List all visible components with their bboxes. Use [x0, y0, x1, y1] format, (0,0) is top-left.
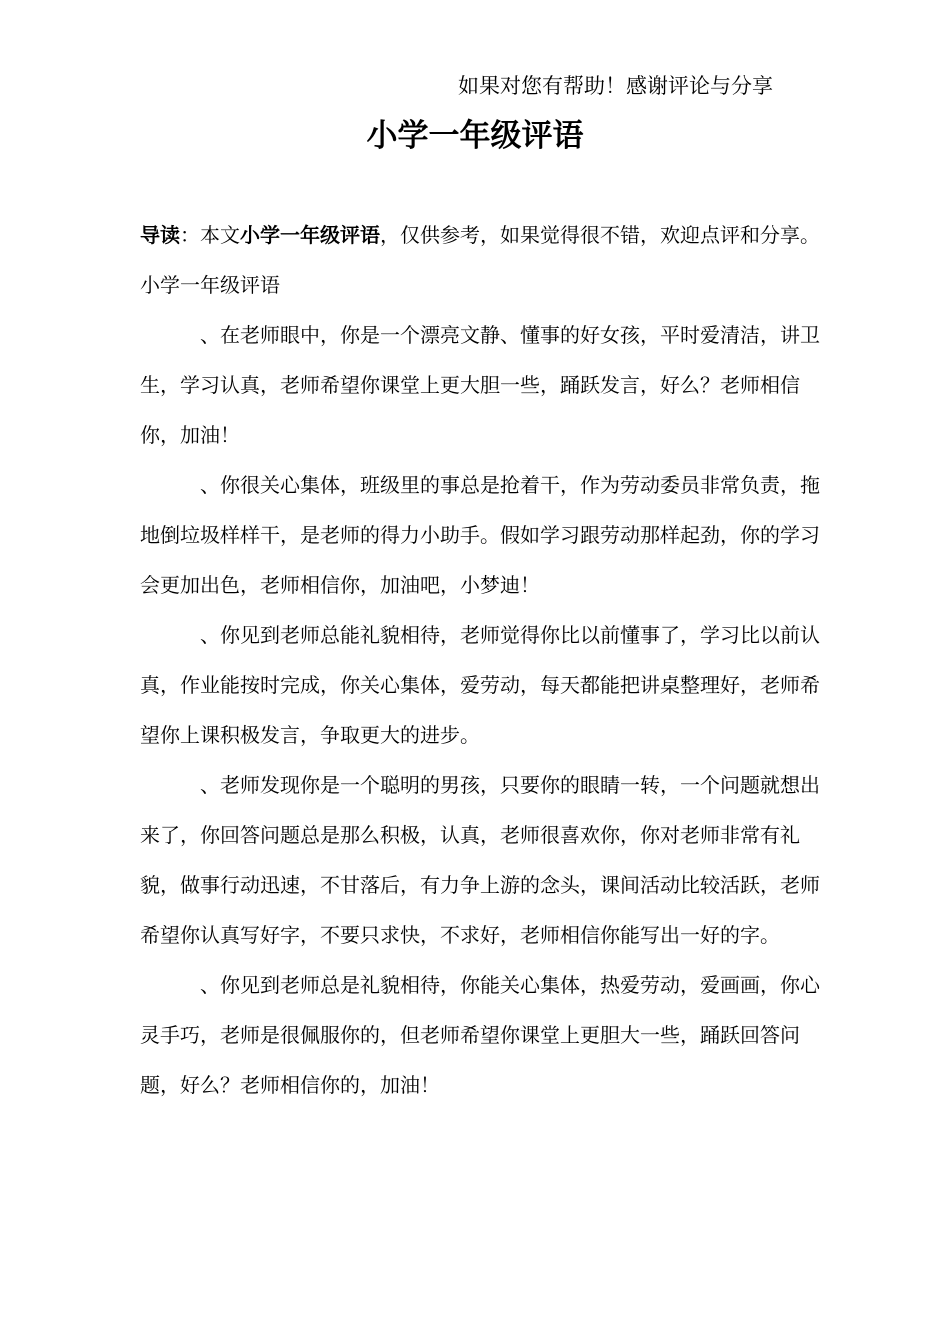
- section-heading: 小学一年级评语: [140, 273, 280, 297]
- document-title: 小学一年级评语: [366, 118, 584, 154]
- intro-paragraph: [140, 210, 830, 260]
- intro-label: 导读: [140, 223, 180, 247]
- document-body: [140, 210, 830, 1110]
- comment-paragraph-1: 、在老师眼中，你是一个漂亮文静、懂事的好女孩，平时爱清洁，讲卫生，学习认真，老师希望你课堂上更大胆一些，踊跃发言，好么？老师相信你，加油！: [140, 323, 820, 447]
- header-note: 如果对您有帮助！感谢评论与分享: [458, 74, 773, 98]
- comment-paragraph-3: 、你见到老师总能礼貌相待，老师觉得你比以前懂事了，学习比以前认真，作业能按时完成，你关心集体，爱劳动，每天都能把讲桌整理好，老师希望你上课积极发言，争取更大的进步。: [140, 623, 820, 747]
- comment-paragraph-2: 、你很关心集体，班级里的事总是抢着干，作为劳动委员非常负责，拖地倒垃圾样样干，是老师的得力小助手。假如学习跟劳动那样起劲，你的学习会更加出色，老师相信你，加油吧，小梦迪！: [140, 473, 820, 597]
- intro-text: ，仅供参考，如果觉得很不错，欢迎点评和分享。: [380, 223, 820, 247]
- intro-colon-text: ：本文: [180, 223, 240, 247]
- comment-paragraph-4: 、老师发现你是一个聪明的男孩，只要你的眼睛一转，一个问题就想出来了，你回答问题总是那么积极，认真，老师很喜欢你，你对老师非常有礼貌，做事行动迅速，不甘落后，有力争上游的念头，课间活动比较活跃，老师希望你认真写好字，不要只求快，不求好，老师相信你能写出一好的字。: [140, 773, 820, 947]
- intro-bold-title: 小学一年级评语: [240, 223, 380, 247]
- comment-paragraph-5: 、你见到老师总是礼貌相待，你能关心集体，热爱劳动，爱画画，你心灵手巧，老师是很佩服你的，但老师希望你课堂上更胆大一些，踊跃回答问题，好么？老师相信你的，加油！: [140, 973, 820, 1097]
